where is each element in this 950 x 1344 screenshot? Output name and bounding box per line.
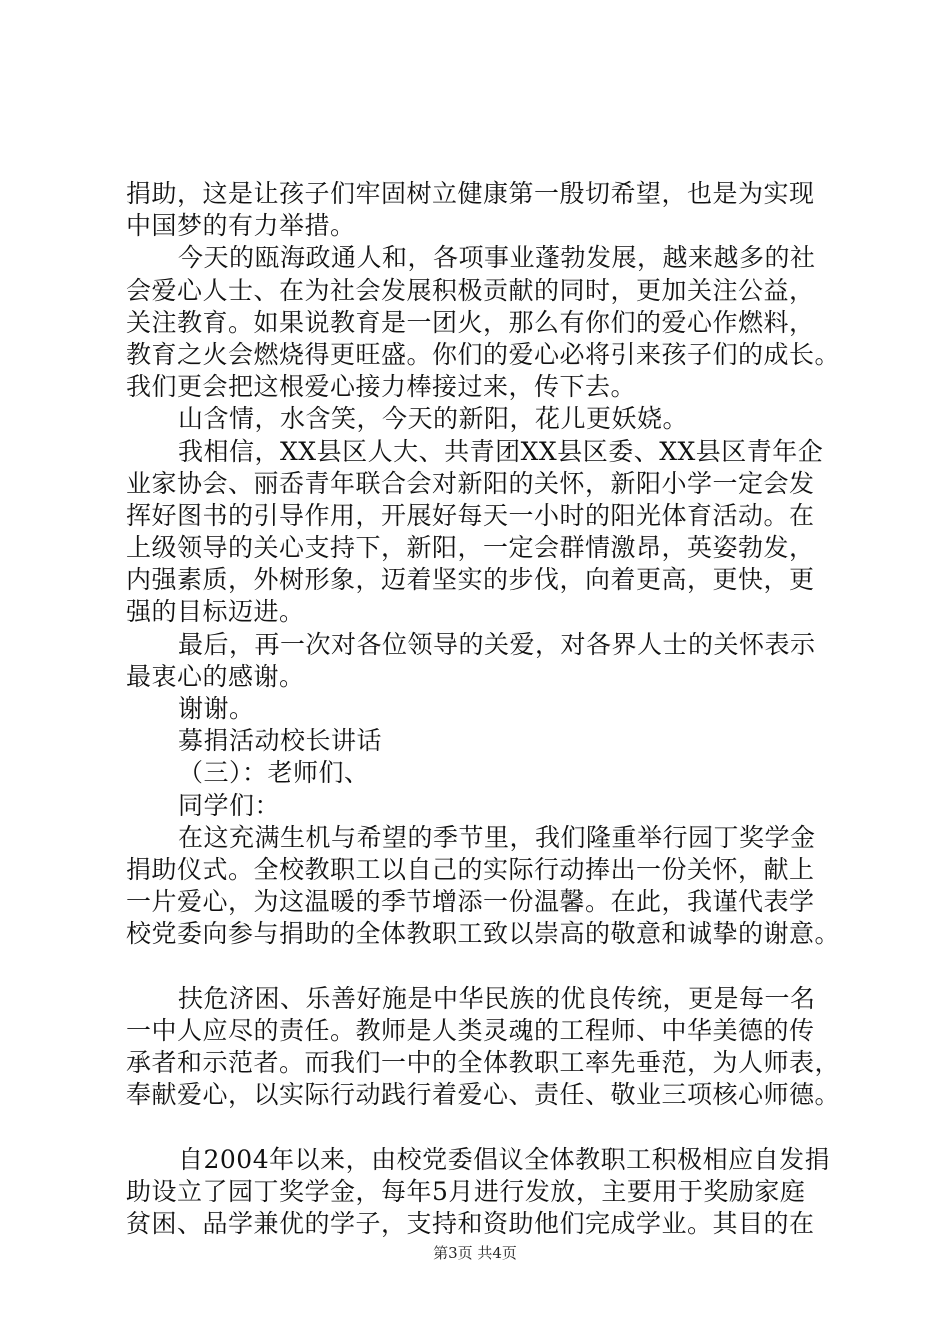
page-number-label: 第3页 共4页 (433, 1244, 517, 1262)
text-line: 捐助，这是让孩子们牢固树立健康第一殷切希望，也是为实现 (126, 179, 815, 208)
text-line: 最衷心的感谢。 (126, 661, 305, 691)
text-line: 一片爱心，为这温暖的季节增添一份温馨。在此，我谨代表学 (126, 887, 815, 917)
text-line: 教育之火会燃烧得更旺盛。你们的爱心必将引来孩子们的成长。 (126, 339, 841, 369)
text-line: 山含情，水含笑，今天的新阳，花儿更妖娆。 (178, 404, 689, 434)
text-line: 同学们： (178, 790, 281, 820)
text-line: 贫困、品学兼优的学子，支持和资助他们完成学业。其目的在 (126, 1209, 815, 1238)
text-line: 我们更会把这根爱心接力棒接过来，传下去。 (126, 372, 637, 402)
text-line: 谢谢。 (178, 694, 255, 723)
text-line: 募捐活动校长讲话 (178, 726, 383, 756)
text-line: 强的目标迈进。 (126, 597, 305, 627)
document-body (126, 178, 846, 1240)
text-line: 最后，再一次对各位领导的关爱，对各界人士的关怀表示 (178, 629, 816, 659)
text-line: 扶危济困、乐善好施是中华民族的优良传统，更是每一名 (178, 983, 816, 1013)
page-footer (0, 1242, 950, 1263)
text-line: 关注教育。如果说教育是一团火，那么有你们的爱心作燃料， (126, 307, 815, 337)
text-line: 上级领导的关心支持下，新阳，一定会群情激昂，英姿勃发， (126, 533, 815, 563)
text-line: 校党委向参与捐助的全体教职工致以崇高的敬意和诚挚的谢意。 (126, 919, 841, 949)
text-line: 内强素质，外树形象，迈着坚实的步伐，向着更高，更快，更 (126, 565, 815, 595)
text-line: 挥好图书的引导作用，开展好每天一小时的阳光体育活动。在 (126, 500, 815, 530)
text-line: 奉献爱心，以实际行动践行着爱心、责任、敬业三项核心师德。 (126, 1080, 841, 1110)
blank-line (126, 951, 846, 983)
text-line: 在这充满生机与希望的季节里，我们隆重举行园丁奖学金 (178, 822, 816, 852)
text-line: 今天的瓯海政通人和，各项事业蓬勃发展，越来越多的社 (178, 243, 816, 273)
text-line: 一中人应尽的责任。教师是人类灵魂的工程师、中华美德的传 (126, 1015, 815, 1045)
text-line: 会爱心人士、在为社会发展积极贡献的同时，更加关注公益， (126, 275, 815, 305)
blank-line (126, 1111, 846, 1143)
text-line: 中国梦的有力举措。 (126, 211, 356, 241)
text-line: 自2004年以来，由校党委倡议全体教职工积极相应自发捐 (178, 1144, 831, 1174)
text-line: （三）：老师们、 (178, 758, 370, 788)
text-line: 捐助仪式。全校教职工以自己的实际行动捧出一份关怀，献上 (126, 854, 815, 884)
text-line: 我相信，XX县区人大、共青团XX县区委、XX县区青年企 (178, 436, 824, 466)
text-line: 助设立了园丁奖学金，每年5月进行发放，主要用于奖励家庭 (126, 1176, 806, 1206)
text-line: 承者和示范者。而我们一中的全体教职工率先垂范，为人师表， (126, 1048, 841, 1078)
text-line: 业家协会、丽岙青年联合会对新阳的关怀，新阳小学一定会发 (126, 468, 815, 498)
